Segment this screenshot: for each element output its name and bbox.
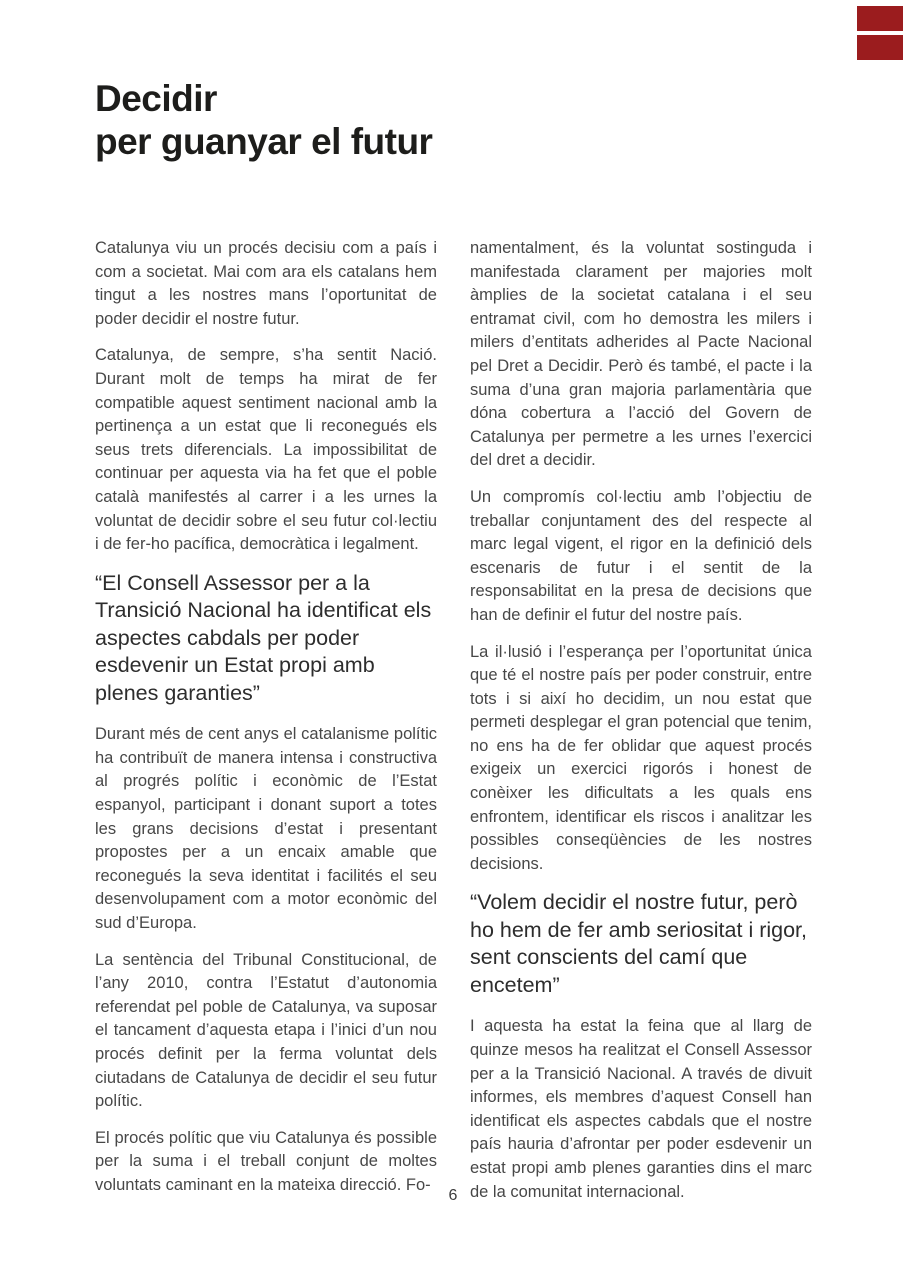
page-number: 6 <box>448 1187 458 1204</box>
paragraph: Catalunya viu un procés decisiu com a país i com a societat. Mai com ara els catalans hem tingut a les nostres mans l’oportunitat de poder decidir el nostre futur. <box>95 239 437 328</box>
pull-quote: “Volem decidir el nostre futur, però ho hem de fer amb seriositat i rigor, sent conscients del camí que encetem” <box>470 890 807 997</box>
text-columns <box>95 237 812 1217</box>
page-title-line1: Decidir <box>95 78 217 119</box>
paragraph: La il·lusió i l’esperança per l’oportunitat única que té el nostre país per poder construir, entre tots i si així ho decidim, un nou estat que permeti desplegar el gran potencial que tenim, no ens ha de fer oblidar que aquest procés exigeix un exercici rigorós i honest de conèixer les dificultats a les quals ens enfrontem, identificar els riscos i analitzar les possibles conseqüències de les nostres decisions. <box>470 642 812 873</box>
paragraph: Durant més de cent anys el catalanisme polític ha contribuït de manera intensa i constructiva al progrés polític i econòmic de l’Estat espanyol, participant i donant suport a totes les grans decisions d’estat i presentant propostes per a un encaix amable que reconegués la seva identitat i facilités el seu desenvolupament com a motor econòmic del sud d’Europa. <box>95 725 437 932</box>
paragraph: El procés polític que viu Catalunya és possible per la suma i el treball conjunt de moltes voluntats caminant en la mateixa direcció. Fo- <box>95 1128 437 1194</box>
corner-marks <box>857 6 903 64</box>
corner-mark-top <box>857 6 903 31</box>
paragraph: Catalunya, de sempre, s’ha sentit Nació. Durant molt de temps ha mirat de fer compatible aquest sentiment nacional amb la pertinença a un estat que li reconegués els seus trets diferencials. La impossibilitat de continuar per aquesta via ha fet que el poble català manifestés al carrer i a les urnes la voluntat de decidir sobre el seu futur col·lectiu i de fer-ho pacífica, democràtica i legalment. <box>95 346 437 554</box>
page-title <box>95 78 811 164</box>
paragraph: I aquesta ha estat la feina que al llarg de quinze mesos ha realitzat el Consell Assessor per a la Transició Nacional. A través de divuit informes, els membres d’aquest Consell han identificat els aspectes cabdals que el nostre país hauria d’afrontar per poder esdevenir un estat propi amb plenes garanties dins el marc de la comunitat internacional. <box>470 1017 812 1201</box>
column-right <box>470 237 812 1217</box>
pull-quote: “El Consell Assessor per a la Transició Nacional ha identificat els aspectes cabdals per poder esdevenir un Estat propi amb plenes garanties” <box>95 570 432 705</box>
page-title-line2: per guanyar el futur <box>95 120 433 162</box>
column-left <box>95 237 437 1217</box>
paragraph: Un compromís col·lectiu amb l’objectiu de treballar conjuntament des del respecte al marc legal vigent, el rigor en la definició dels escenaris de futur i el sentit de la responsabilitat en la presa de decisions que han de definir el futur del nostre país. <box>470 487 812 624</box>
paragraph: namentalment, és la voluntat sostinguda i manifestada clarament per majories molt àmplies de la societat catalana i el seu entramat civil, com ho demostra les milers i milers d’entitats adherides al Pacte Nacional pel Dret a Decidir. Però és també, el pacte i la suma d’una gran majoria parlamentària que dóna cobertura a l’acció del Govern de Catalunya per permetre a les urnes l’exercici del dret a decidir. <box>470 239 812 470</box>
paragraph: La sentència del Tribunal Constitucional, de l’any 2010, contra l’Estatut d’autonomia referendat pel poble de Catalunya, va suposar el tancament d’aquesta etapa i l’inici d’un nou procés definit per la ferma voluntat dels ciutadans de Catalunya de decidir el seu futur polític. <box>95 950 437 1111</box>
corner-mark-bottom <box>857 35 903 60</box>
